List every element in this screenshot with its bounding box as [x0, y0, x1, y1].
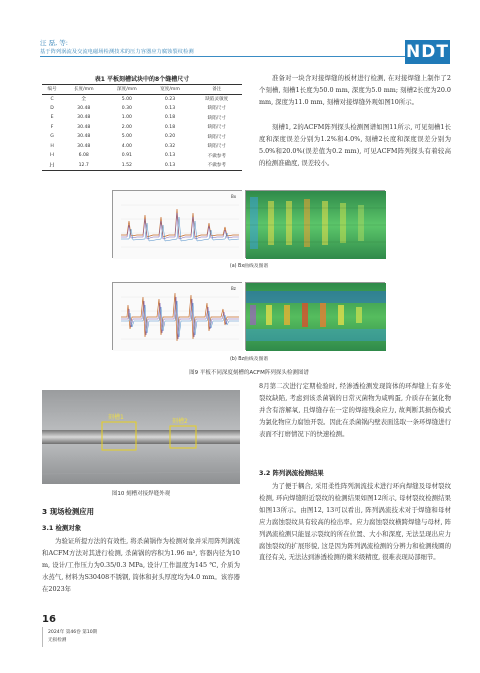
- table-cell: F: [50, 124, 54, 130]
- table-header-cell: 长度/mm: [73, 87, 94, 93]
- paragraph-inspection-finding: 8月第二次进行定期检验时, 经渗透检测发现筒体的环焊缝上有多处裂纹缺陷, 考虑到该杀菌锅的日常灭菌物为咸鸭蛋, 介质存在氯化物并含有溶解氧, 且焊缝存在一定的焊接残余应力, 故判断其损伤模式为氯化物应力腐蚀开裂。因此在杀菌锅内壁表面选取一条环焊缝进行表面不打磨情况下的快速检测。: [259, 382, 451, 438]
- table-cell: I-I: [49, 153, 55, 159]
- fig9a-chart-label: Bx: [231, 194, 237, 199]
- header-article-title: 基于阵列涡流及交流电磁场检测技术的压力容器应力腐蚀裂纹检测: [40, 49, 194, 55]
- fig10-caption: 图10 刻槽对接焊缝外观: [111, 491, 171, 497]
- table-cell: 6.08: [78, 153, 89, 159]
- table-cell: 0.18: [164, 124, 176, 130]
- table-cell: 30.48: [77, 124, 91, 130]
- table-cell: 0.13: [164, 105, 176, 111]
- table-row: [42, 104, 242, 114]
- table-cell: 0.20: [164, 134, 176, 140]
- section-3-heading: 3 现场检测应用: [42, 507, 95, 516]
- table-cell: 30.48: [77, 105, 91, 111]
- slot2-label: 刻槽2: [172, 418, 188, 425]
- table-row: [42, 113, 242, 123]
- table-cell: J-J: [49, 162, 55, 168]
- table-cell: 2.00: [121, 124, 132, 130]
- table-cell: 0.18: [164, 115, 176, 121]
- table1-caption: 表1 平板刻槽试块中的8个缝槽尺寸: [94, 76, 190, 83]
- fig9a-caption: (a) Bx曲线及图谱: [229, 264, 269, 269]
- table-cell: 缺陷尺寸: [207, 144, 226, 150]
- table-cell: 全: [81, 97, 87, 102]
- table-cell: 缺陷灵敏度: [205, 97, 229, 102]
- table-row: [42, 151, 242, 161]
- table-cell: 1.52: [121, 162, 132, 168]
- table-cell: 5.00: [121, 96, 132, 102]
- table-header-cell: 宽度/mm: [160, 87, 180, 93]
- slot1-label: 刻槽1: [108, 414, 124, 421]
- table-header-cell: 备注: [212, 87, 222, 93]
- table-cell: 30.48: [77, 143, 91, 149]
- table-header-row: [42, 85, 242, 95]
- table-header-cell: 编号: [47, 87, 57, 93]
- table-cell: E: [50, 115, 54, 121]
- footer-journal-name: 无损检测: [48, 638, 67, 643]
- table-cell: 不做参考: [207, 163, 226, 168]
- table-cell: D: [50, 105, 54, 111]
- table-row: [42, 94, 242, 104]
- table-row: [42, 132, 242, 142]
- table-row: [42, 161, 242, 171]
- section-3-1-heading: 3.1 检测对象: [42, 524, 82, 532]
- table-cell: C: [50, 96, 54, 102]
- table-cell: 12.7: [78, 162, 89, 168]
- table-cell: 5.00: [121, 134, 132, 140]
- fig9b-chart-label: Bz: [231, 286, 236, 291]
- table-cell: 缺陷尺寸: [207, 106, 226, 112]
- table-cell: 缺陷尺寸: [207, 125, 226, 131]
- table-cell: 缺陷尺寸: [207, 134, 226, 140]
- table-cell: 1.00: [121, 115, 132, 121]
- table-cell: G: [50, 134, 54, 140]
- table-cell: 30.48: [77, 134, 91, 140]
- table-cell: 0.13: [164, 153, 176, 159]
- fig9a-bx-curve: [112, 190, 242, 258]
- slot-size-table: [42, 84, 242, 171]
- table-cell: 30.48: [77, 115, 91, 121]
- journal-logo: NDT: [406, 42, 449, 62]
- table-cell: 0.30: [121, 105, 132, 111]
- table-cell: H: [50, 143, 54, 149]
- table-cell: 0.13: [164, 162, 176, 168]
- footer-rule: [42, 627, 43, 647]
- paragraph-slot-preparation: 准备对一块含对接焊缝的板材进行检测, 在对接焊缝上制作了2个刻槽, 刻槽1长度为50.0 mm, 深度为5.0 mm; 刻槽2长度为20.0 mm, 深度为11.0 mm, 刻槽对接焊缝外观如图10所示。: [259, 74, 451, 106]
- table-cell: 0.91: [121, 153, 132, 159]
- fig9b-caption: (b) Bz曲线及图谱: [229, 357, 269, 362]
- table-cell: 不做参考: [207, 153, 226, 159]
- fig10-weld-photo: [42, 390, 240, 484]
- page-header: [0, 0, 480, 64]
- table-cell: 4.00: [121, 143, 132, 149]
- fig9b-bz-map: [245, 282, 385, 350]
- table-cell: 0.32: [164, 143, 176, 149]
- paragraph-test-object: 为验证所提方法的有效性, 将杀菌锅作为检测对象并采用阵列涡流和ACFM方法对其进行检测, 杀菌锅的容积为1.96 m³, 容器内径为10 m, 设计/工作压力为0.35/0.3 MPa, 设计/工作温度为145 ℃, 介质为水蒸气, 材料为S30408不锈钢, 筒体和封头厚度均为4.0 mm。该容器在2023年: [42, 537, 240, 593]
- fig9a-bx-map: [245, 190, 385, 258]
- table-row: [42, 142, 242, 152]
- section-3-2-heading: 3.2 阵列涡流检测结果: [259, 469, 324, 477]
- fig9-caption: 图9 平板不同深度刻槽的ACFM阵列探头检测图谱: [189, 370, 309, 376]
- fig9b-bz-curve: [112, 282, 242, 350]
- footer-issue: 2024年 第46卷 第10期: [48, 630, 98, 635]
- table-header-cell: 深度/mm: [117, 87, 137, 93]
- paragraph-acfm-results: 刻槽1, 2的ACFM阵列探头检测图谱如图11所示, 可见刻槽1长度和深度误差分别为1.2%和4.0%, 刻槽2长度和深度误差分别为5.0%和20.0%(误差值为0.2 mm), 可见ACFM阵列探头有着较高的检测准确度, 误差较小。: [259, 123, 451, 167]
- header-authors: 汪 磊, 等:: [40, 39, 68, 47]
- table-cell: 0.23: [164, 96, 176, 102]
- header-rule: [40, 56, 405, 57]
- table-cell: 缺陷尺寸: [207, 115, 226, 121]
- table-row: [42, 123, 242, 133]
- paragraph-eddy-current-results: 为了便于耦合, 采用柔性阵列涡流技术进行环向焊缝及母材裂纹检测, 环向焊缝附近裂纹的检测结果如图12所示, 母材裂纹检测结果如图13所示。由图12, 13可以看出, 阵列涡流技术对于焊缝和母材应力腐蚀裂纹具有较高的检出率。应力腐蚀裂纹横跨焊缝与母材, 阵列涡流检测只能显示裂纹的所在位置、大小和深度, 无法呈现出应力腐蚀裂纹的扩展形貌, 这是因为阵列涡流检测的分辨力和检测线圈的直径有关, 无法达到渗透检测的微米级精度, 很难表现局部细节。: [259, 482, 451, 562]
- page-number: 16: [42, 614, 56, 625]
